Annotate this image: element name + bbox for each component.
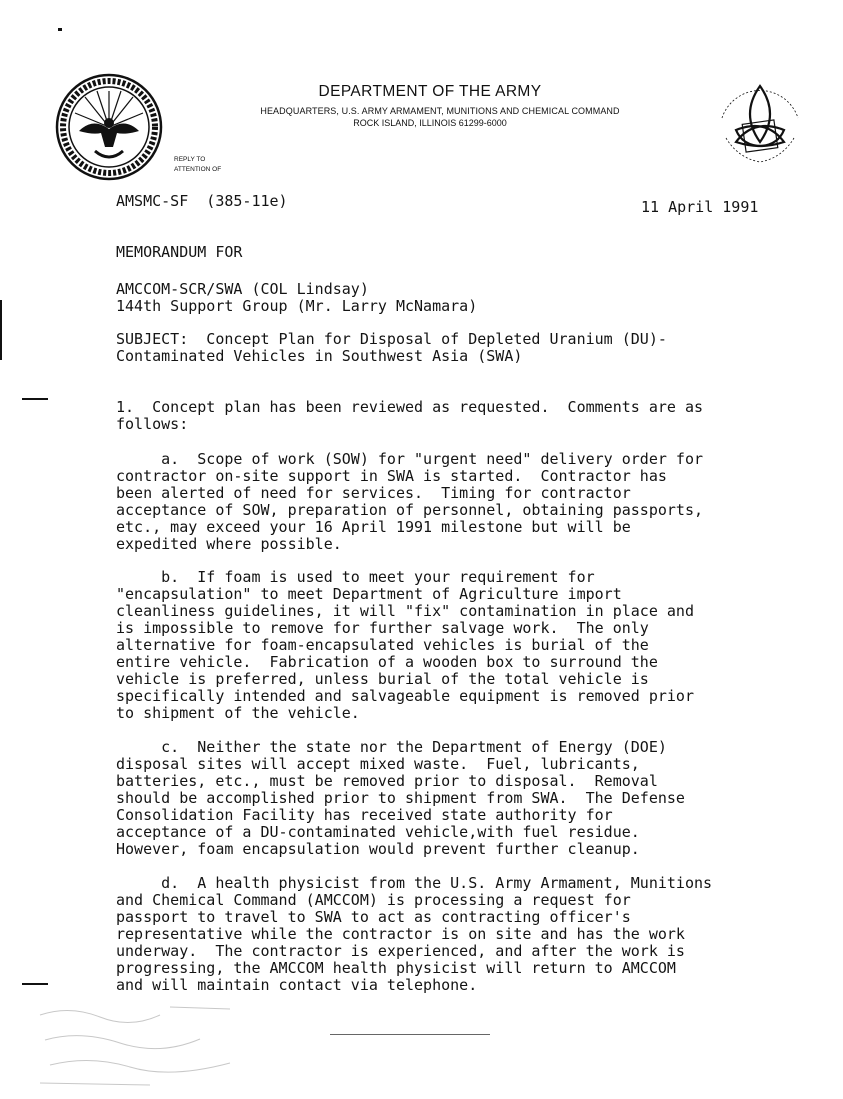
paragraph-c [116, 739, 685, 858]
body-line: representative while the contractor is on site and has the work [116, 925, 685, 943]
subject-block [116, 331, 667, 365]
body-line: been alerted of need for services. Timing for contractor [116, 484, 631, 502]
body-line: entire vehicle. Fabrication of a wooden box to surround the [116, 653, 658, 671]
body-line: acceptance of SOW, preparation of personnel, obtaining passports, [116, 501, 703, 519]
memo-date: 11 April 1991 [641, 198, 759, 216]
paragraph-1 [116, 399, 703, 433]
body-line: expedited where possible. [116, 535, 342, 553]
body-line: disposal sites will accept mixed waste. Fuel, lubricants, [116, 755, 640, 773]
body-line: progressing, the AMCCOM health physicist will return to AMCCOM [116, 959, 676, 977]
paragraph-b [116, 569, 694, 722]
recipient-line: AMCCOM-SCR/SWA (COL Lindsay) [116, 280, 369, 298]
body-line: c. Neither the state nor the Department of Energy (DOE) [116, 738, 667, 756]
body-line: specifically intended and salvageable equipment is removed prior [116, 687, 694, 705]
margin-mark [22, 398, 48, 400]
body-line: etc., may exceed your 16 April 1991 milestone but will be [116, 518, 631, 536]
paragraph-d [116, 875, 712, 994]
body-line: However, foam encapsulation would prevent further cleanup. [116, 840, 640, 858]
scan-speck [58, 28, 62, 31]
subject-line: Contaminated Vehicles in Southwest Asia (SWA) [116, 347, 523, 365]
body-line: underway. The contractor is experienced, and after the work is [116, 942, 685, 960]
address-line: ROCK ISLAND, ILLINOIS 61299-6000 [353, 118, 507, 128]
body-line: acceptance of a DU-contaminated vehicle,with fuel residue. [116, 823, 640, 841]
margin-mark [22, 983, 48, 985]
body-line: vehicle is preferred, unless burial of the total vehicle is [116, 670, 649, 688]
body-line: passport to travel to SWA to act as contracting officer's [116, 908, 631, 926]
paragraph-a [116, 451, 703, 553]
body-line: a. Scope of work (SOW) for "urgent need" delivery order for [116, 450, 703, 468]
subject-line: SUBJECT: Concept Plan for Disposal of Depleted Uranium (DU)- [116, 330, 667, 348]
recipient-line: 144th Support Group (Mr. Larry McNamara) [116, 297, 478, 315]
body-line: should be accomplished prior to shipment from SWA. The Defense [116, 789, 685, 807]
body-line: Consolidation Facility has received state authority for [116, 806, 613, 824]
body-line: and Chemical Command (AMCCOM) is processing a request for [116, 891, 631, 909]
body-line: and will maintain contact via telephone. [116, 976, 478, 994]
office-symbol: AMSMC-SF (385-11e) [116, 192, 288, 210]
body-line: batteries, etc., must be removed prior to disposal. Removal [116, 772, 658, 790]
body-line: contractor on-site support in SWA is started. Contractor has [116, 467, 667, 485]
department-title: DEPARTMENT OF THE ARMY [318, 83, 542, 100]
body-line: follows: [116, 415, 189, 433]
margin-mark [0, 300, 2, 360]
body-line: d. A health physicist from the U.S. Army Armament, Munitions [116, 874, 713, 892]
headquarters-line: HEADQUARTERS, U.S. ARMY ARMAMENT, MUNITIONS AND CHEMICAL COMMAND [260, 106, 620, 116]
constitution-bicentennial-emblem-icon [708, 78, 812, 166]
body-line: to shipment of the vehicle. [116, 704, 360, 722]
department-of-defense-seal-icon [55, 73, 163, 181]
memorandum-for-heading: MEMORANDUM FOR [116, 243, 243, 261]
body-line: alternative for foam-encapsulated vehicles is burial of the [116, 636, 649, 654]
reply-to-label: REPLY TO ATTENTION OF [174, 156, 222, 173]
body-line: cleanliness guidelines, it will "fix" contamination in place and [116, 602, 694, 620]
body-line: b. If foam is used to meet your requirement for [116, 568, 595, 586]
body-line: is impossible to remove for further salvage work. The only [116, 619, 649, 637]
faded-stamp [330, 1018, 490, 1035]
body-line: 1. Concept plan has been reviewed as requested. Comments are as [116, 398, 703, 416]
faded-scan-noise [30, 995, 290, 1095]
body-line: "encapsulation" to meet Department of Agriculture import [116, 585, 622, 603]
